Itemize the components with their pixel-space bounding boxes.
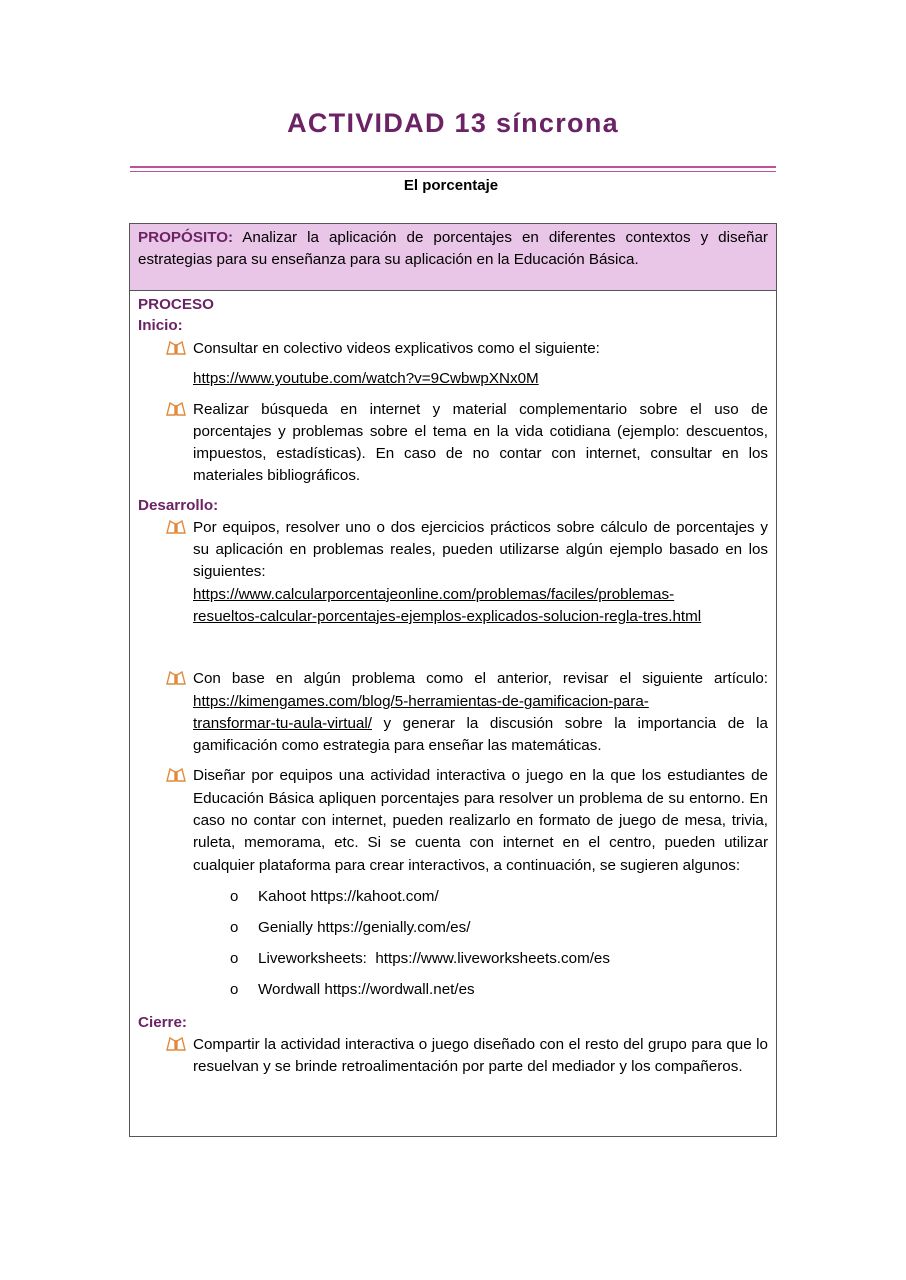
list-item bbox=[138, 1034, 768, 1079]
item-text: Compartir la actividad interactiva o juego diseñado con el resto del grupo para que lo resuelvan y se brinde retroalimentación por parte del mediador y los compañeros. bbox=[193, 1035, 768, 1076]
purpose-section bbox=[130, 224, 776, 291]
item-text: Consultar en colectivo videos explicativos como el siguiente: bbox=[193, 340, 600, 357]
item-text: Con base en algún problema como el anterior, revisar el siguiente artículo: bbox=[193, 670, 768, 688]
tool-kahoot: Kahoot https://kahoot.com/ bbox=[258, 887, 439, 905]
cierre-heading: Cierre: bbox=[138, 1013, 187, 1031]
book-bullet-icon bbox=[166, 768, 186, 782]
page-subtitle: El porcentaje bbox=[403, 177, 499, 194]
tool-item bbox=[138, 979, 768, 1001]
item-text: Por equipos, resolver uno o dos ejercicios prácticos sobre cálculo de porcentajes y su aplicación en problemas reales, pueden utilizarse algún ejemplo basado en los siguientes: bbox=[193, 518, 768, 581]
tool-item bbox=[138, 917, 768, 939]
item-text: Realizar búsqueda en internet y material complementario sobre el uso de porcentajes y problemas sobre el tema en la vida cotidiana (ejemplo: descuentos, impuestos, estadísticas). En caso de no contar con internet, consultar en los materiales bibliográficos. bbox=[193, 400, 768, 485]
book-bullet-icon bbox=[166, 402, 186, 416]
circle-bullet: o bbox=[230, 949, 239, 967]
book-bullet-icon bbox=[166, 520, 186, 534]
desarrollo-heading: Desarrollo: bbox=[138, 496, 219, 514]
page-title: ACTIVIDAD 13 síncrona bbox=[287, 108, 619, 138]
list-item bbox=[138, 399, 768, 488]
book-bullet-icon bbox=[166, 341, 186, 355]
item-text-after: y generar la discusión sobre la importancia de la gamificación como estrategia para enseñar las matemáticas. bbox=[193, 714, 768, 755]
calcularporcentaje-link[interactable]: https://www.calcularporcentajeonline.com/problemas/faciles/problemas- bbox=[193, 585, 675, 603]
calcularporcentaje-link-cont[interactable]: resueltos-calcular-porcentajes-ejemplos-explicados-solucion-regla-tres.html bbox=[193, 607, 702, 625]
tool-item bbox=[138, 886, 768, 908]
circle-bullet: o bbox=[230, 918, 239, 936]
circle-bullet: o bbox=[230, 980, 239, 998]
purpose-text: Analizar la aplicación de porcentajes en diferentes contextos y diseñar estrategias para su enseñanza para su aplicación en la Educación Básica. bbox=[138, 229, 768, 268]
inicio-heading: Inicio: bbox=[138, 317, 183, 334]
item-text: Diseñar por equipos una actividad interactiva o juego en la que los estudiantes de Educación Básica apliquen porcentajes para resolver un problema de su entorno. En caso no contar con internet, pueden realizarlo en formato de juego de mesa, trivia, ruleta, memorama, etc. Si se cuenta con internet en el centro, pueden utilizar cualquier plataforma para crear interactivos, a continuación, se sugieren algunos: bbox=[193, 767, 768, 874]
process-section bbox=[130, 291, 776, 1079]
tool-item bbox=[138, 948, 768, 970]
list-item bbox=[138, 368, 768, 390]
kimengames-link[interactable]: https://kimengames.com/blog/5-herramientas-de-gamificacion-para- bbox=[193, 692, 649, 710]
kimengames-link-cont[interactable]: transformar-tu-aula-virtual/ bbox=[193, 714, 372, 732]
purpose-label: PROPÓSITO: bbox=[138, 229, 234, 246]
list-item bbox=[138, 765, 768, 876]
activity-table bbox=[129, 223, 777, 1137]
title-divider bbox=[130, 166, 776, 172]
circle-bullet: o bbox=[230, 887, 239, 905]
book-bullet-icon bbox=[166, 1037, 186, 1051]
list-item bbox=[138, 668, 768, 757]
book-bullet-icon bbox=[166, 671, 186, 685]
process-heading: PROCESO bbox=[138, 296, 214, 313]
list-item bbox=[138, 338, 768, 360]
tool-wordwall: Wordwall https://wordwall.net/es bbox=[258, 980, 475, 998]
youtube-link[interactable]: https://www.youtube.com/watch?v=9CwbwpXNx0M bbox=[193, 370, 539, 388]
tool-genially: Genially https://genially.com/es/ bbox=[258, 918, 471, 936]
list-item bbox=[138, 517, 768, 628]
tool-liveworksheets: Liveworksheets: https://www.liveworksheets.com/es bbox=[258, 949, 610, 967]
